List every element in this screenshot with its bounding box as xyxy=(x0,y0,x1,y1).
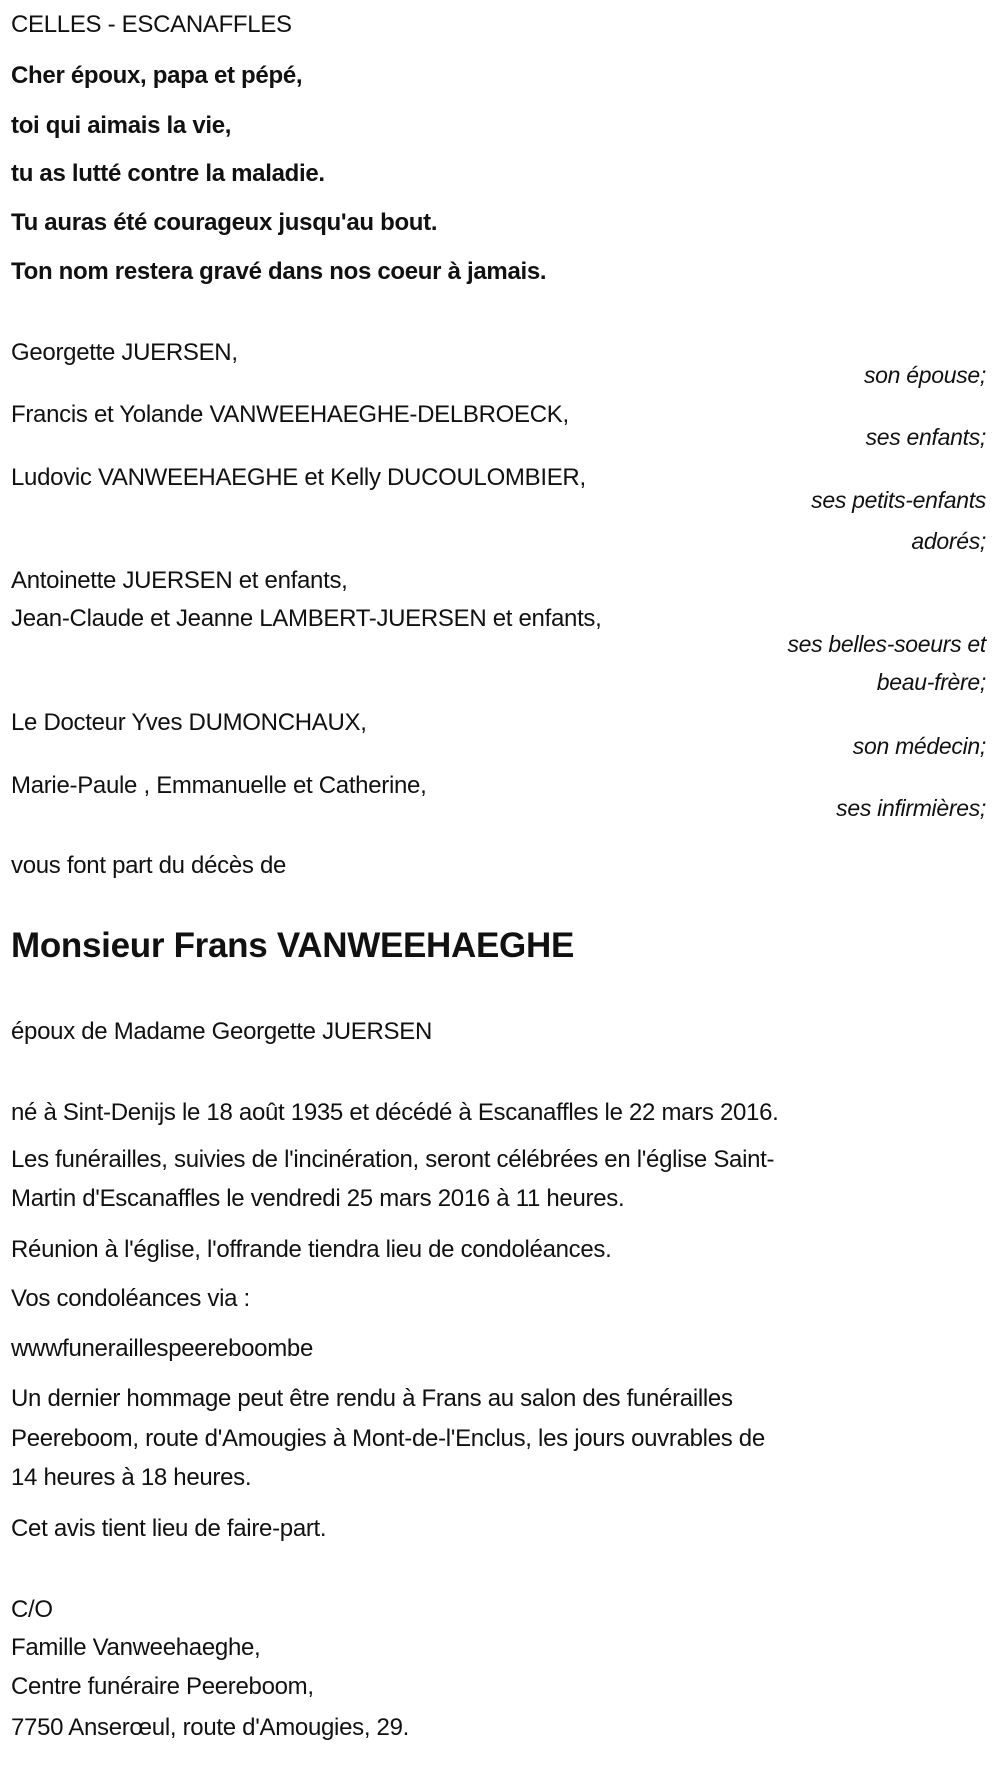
homage-text: 14 heures à 18 heures. xyxy=(11,1464,252,1491)
family-relation: ses petits-enfants xyxy=(811,487,986,513)
family-name: Le Docteur Yves DUMONCHAUX, xyxy=(11,709,367,736)
funeral-text: Les funérailles, suivies de l'incinération, seront célébrées en l'église Saint- xyxy=(11,1146,775,1173)
poem-line: Ton nom restera gravé dans nos coeur à jamais. xyxy=(11,258,547,285)
family-name: Marie-Paule , Emmanuelle et Catherine, xyxy=(11,772,427,799)
condolences-link[interactable]: wwwfuneraillespeereboombe xyxy=(11,1335,314,1362)
contact-line: Famille Vanweehaeghe, xyxy=(11,1634,261,1661)
homage-text: Peereboom, route d'Amougies à Mont-de-l'Enclus, les jours ouvrables de xyxy=(11,1425,765,1452)
poem-line: Cher époux, papa et pépé, xyxy=(11,62,303,89)
family-name: Jean-Claude et Jeanne LAMBERT-JUERSEN et enfants, xyxy=(11,605,602,632)
family-relation: son médecin; xyxy=(852,733,986,759)
contact-line: Centre funéraire Peereboom, xyxy=(11,1673,314,1700)
reunion-text: Réunion à l'église, l'offrande tiendra lieu de condoléances. xyxy=(11,1236,612,1263)
homage-text: Un dernier hommage peut être rendu à Frans au salon des funérailles xyxy=(11,1385,733,1412)
family-name: Francis et Yolande VANWEEHAEGHE-DELBROECK, xyxy=(11,401,569,428)
family-relation: ses infirmières; xyxy=(836,795,986,821)
family-relation: adorés; xyxy=(911,528,986,554)
spouse-text: époux de Madame Georgette JUERSEN xyxy=(11,1018,432,1045)
poem-line: tu as lutté contre la maladie. xyxy=(11,160,325,187)
family-relation: ses enfants; xyxy=(865,424,986,450)
contact-line: 7750 Anserœul, route d'Amougies, 29. xyxy=(11,1714,410,1741)
family-relation: son épouse; xyxy=(863,362,986,388)
family-name: Ludovic VANWEEHAEGHE et Kelly DUCOULOMBIER, xyxy=(11,464,586,491)
condolences-label: Vos condoléances via : xyxy=(11,1285,250,1312)
location-heading: CELLES - ESCANAFFLES xyxy=(11,11,292,38)
deceased-name: Monsieur Frans VANWEEHAEGHE xyxy=(11,926,574,965)
family-name: Antoinette JUERSEN et enfants, xyxy=(11,567,348,594)
family-relation: ses belles-soeurs et xyxy=(787,631,986,657)
family-relation: beau-frère; xyxy=(876,669,986,695)
contact-line: C/O xyxy=(11,1596,53,1623)
birth-death-text: né à Sint-Denijs le 18 août 1935 et décédé à Escanaffles le 22 mars 2016. xyxy=(11,1099,779,1126)
poem-line: Tu auras été courageux jusqu'au bout. xyxy=(11,209,438,236)
notice-text: Cet avis tient lieu de faire-part. xyxy=(11,1515,327,1542)
announce-text: vous font part du décès de xyxy=(11,852,287,879)
funeral-text: Martin d'Escanaffles le vendredi 25 mars 2016 à 11 heures. xyxy=(11,1185,625,1212)
poem-line: toi qui aimais la vie, xyxy=(11,112,232,139)
family-name: Georgette JUERSEN, xyxy=(11,339,238,366)
